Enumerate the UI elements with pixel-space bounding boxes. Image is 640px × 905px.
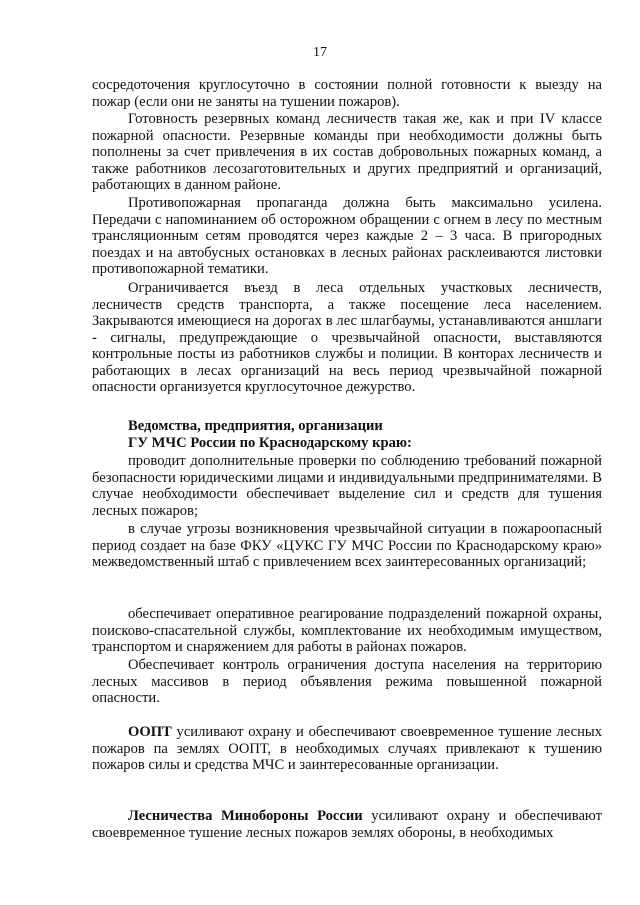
mod-forestry-label: Лесничества Минобороны России	[128, 808, 363, 824]
oopt-label: ООПТ	[128, 724, 172, 740]
mod-forestry-text: усиливают охрану и обеспечивают своевременное тушение лесных пожаров землях обороны, в необходимых	[92, 808, 603, 841]
paragraph-access-restriction: Ограничивается въезд в леса отдельных участковых лесничеств, лесничеств средств транспорта, а также посещение леса населением. Закрываются имеющиеся на дорогах в лес шлагбаумы, устанавливаются аншлаги - сигналы, предупреждающие о чрезвычайной опасности, выставляются контрольные посты из работников службы и полиции. В конторах лесничеств и работающих в лесах организаций на весь период чрезвычайной пожарной опасности организуется круглосуточное дежурство.	[92, 280, 602, 395]
oopt-text: усиливают охрану и обеспечивают своевременное тушение лесных пожаров па землях ООПТ, в необходимых случаях привлекают к тушению пожаров силы и средства МЧС и заинтересованные организации.	[92, 724, 602, 773]
paragraph-mchs-control: Обеспечивает контроль ограничения доступа населения на территорию лесных массивов в период объявления режима повышенной пожарной опасности.	[92, 657, 602, 706]
section-heading: Ведомства, предприятия, организации	[128, 418, 383, 434]
paragraph-propaganda: Противопожарная пропаганда должна быть максимально усилена. Передачи с напоминанием об осторожном обращении с огнем в лесу по местным трансляционным сетям проводятся через каждые 2 – 3 часа. В пригородных поездах и на автобусных остановках в лесных районах расклеиваются листовки противопожарной тематики.	[92, 195, 602, 277]
paragraph-continuation: сосредоточения круглосуточно в состоянии полной готовности к выезду на пожар (если они не заняты на тушении пожаров).	[92, 77, 602, 110]
paragraph-reserve-teams: Готовность резервных команд лесничеств такая же, как и при IV классе пожарной опасности. Резервные команды при необходимости должны быть пополнены за счет привлечения в их состав добровольных пожарных команд, а также работников лесозаготовительных и других предприятий и организаций, работающих в данном районе.	[92, 111, 602, 193]
paragraph-mchs-response: обеспечивает оперативное реагирование подразделений пожарной охраны, поисково-спасательной службы, комплектование их необходимым имуществом, транспортом и снаряжением для работы в районах пожаров.	[92, 606, 602, 655]
paragraph-mchs-headquarters: в случае угрозы возникновения чрезвычайной ситуации в пожароопасный период создает на базе ФКУ «ЦУКС ГУ МЧС России по Краснодарскому краю» межведомственный штаб с привлечением всех заинтересованных организаций;	[92, 521, 602, 570]
paragraph-oopt	[92, 724, 602, 774]
page-number: 17	[313, 45, 327, 60]
paragraph-mchs-inspections: проводит дополнительные проверки по соблюдению требований пожарной безопасности юридическими лицами и индивидуальными предпринимателями. В случае необходимости обеспечивает выделение сил и средств для тушения лесных пожаров;	[92, 453, 602, 519]
paragraph-mod-forestry	[92, 808, 602, 841]
subsection-heading-mchs: ГУ МЧС России по Краснодарскому краю:	[128, 435, 412, 451]
